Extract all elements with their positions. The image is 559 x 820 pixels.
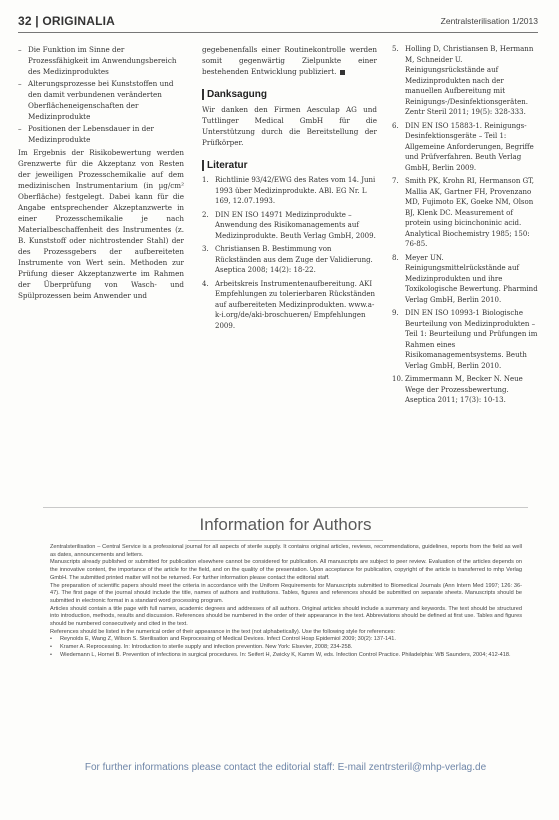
info-paragraph: Zentralsterilisation – Central Service is a professional journal for all aspects of sterile supply. It contains original articles, reviews, recommendations, guidelines, reports from the field as well as dates, announcements and letters. [50,544,522,558]
reference-item [202,175,377,207]
reference-text: Christiansen B. Bestimmung von Rückständen aus dem Zuge der Validierung. Aseptica 2008; 14(2): 18-22. [215,245,373,274]
info-paragraph: Manuscripts already published or submitted for publication elsewhere cannot be considered for publication. All manuscripts are subject to peer review. Evaluation of the articles depends on the innovative content, the importance of the article for the field, and on the quality of the presentation. Upon acceptance for publication, copyright of the article is transferred to mhp Verlag GmbH. The submitted printed matter will not be returned. For further information please contact the editorial staff. [50,559,522,581]
title-divider [188,540,383,541]
body-paragraph: Im Ergebnis der Risikobewertung werden Grenzwerte für die Akzeptanz von Resten der jeweiligen Prozesschemikalie auf dem medizinischen Instrumentarium (in µg/cm² Oberfläche) festgelegt. Dabei kann für die Angabe entsprechender Akzeptanzwerte in einer Prozesschemikalie je nach Materialbeschaffenheit des Instrumentes (z. B. Kunststoff oder nichtrostender Stahl) der des Prozessgebers der aufbereiteten Instrumente von Wert sein. Methoden zur Prüfung dieser Akzeptanzwerte im Rahmen der Überprüfung von Wasch- und Spülprozessen beim Anwender und [18,148,184,300]
reference-item [392,176,540,250]
reference-item [202,210,377,242]
bullet-list [18,44,184,145]
reference-text: DIN EN ISO 15883-1. Reinigungs-Desinfektionsgeräte – Teil 1: Allgemeine Anforderungen, Begriffe und Prüfverfahren. Beuth Verlag GmbH, Berlin 2009. [405,121,534,172]
example-reference: • Reynolds E, Wang Z, Wilson S. Sterilisation and Reprocessing of Medical Devices. Infect Control Hosp Epidemiol 2009; 30(2): 137-141. [50,636,522,644]
reference-number: 3. [202,245,209,253]
reference-item [392,121,540,174]
author-information-box [43,507,528,787]
journal-issue: Zentralsterilisation 1/2013 [440,16,538,26]
reference-text: Zimmermann M, Becker N. Neue Wege der Prozessbewertung. Aseptica 2011; 17(3): 10-13. [405,375,523,404]
list-item: – Die Funktion im Sinne der Prozessfähigkeit im Anwendungsbereich des Medizinproduktes [18,44,184,77]
end-of-article-mark [340,70,345,75]
info-title: Information for Authors [199,515,372,534]
column-1 [18,44,184,301]
reference-item [202,244,377,276]
reference-number: 1. [202,176,209,184]
reference-number: 5. [392,45,399,53]
paragraph-text: gegebenenfalls einer Routinekontrolle werden somit gegenwärtig Zielpunkte einer bestehenden Entwicklung publiziert. [202,45,377,76]
info-paragraph: Articles should contain a title page with full names, academic degrees and addresses of all authors. Original articles should include a summary and keywords. The text should be structured into introduction, methods, results and discussion. References should be numbered in the order of their appearance in the text. Abbreviations should be defined at first use. Tables and figures should be numbered consecutively and cited in the text. [50,605,522,628]
reference-text: DIN EN ISO 14971 Medizinprodukte – Anwendung des Risikomanagements auf Medizinprodukte. Beuth Verlag GmbH, 2009. [215,210,376,240]
section-heading-thanks: Danksagung [202,89,377,100]
reference-text: DIN EN ISO 10993-1 Biologische Beurteilung von Medizinprodukten – Teil 1: Beurteilung und Prüfungen im Rahmen eines Risikomanagementsystems. Beuth Verlag GmbH, Berlin 2010. [405,309,538,370]
reference-number: 10. [392,375,404,383]
reference-number: 7. [392,177,399,185]
reference-text: Richtlinie 93/42/EWG des Rates vom 14. Juni 1993 über Medizinprodukte. ABl. EG Nr. L 169, 12.07.1993. [215,176,376,205]
reference-number: 9. [392,309,399,317]
reference-text: Arbeitskreis Instrumentenaufbereitung. AKI Empfehlungen zu tolerierbaren Rückständen auf aufbereiteten Medizinprodukten. www.a-k-i.org/de/aki-broschueren/ Empfehlungen 2009. [215,279,376,330]
section-heading-literature: Literatur [202,160,377,171]
reference-number: 2. [202,210,209,219]
info-paragraph: The preparation of scientific papers should meet the criteria in accordance with the Uniform Requirements for Manuscripts submitted to Biomedical Journals (Ann Intern Med 1997; 126: 36-47). The first page of the journal should include the title, names of authors and institutions. Tables, figures and references should be submitted on separate sheets. Manuscripts should be submitted in electronic format in a standard word processing program. [50,582,522,604]
reference-item [392,374,540,406]
contact-footer[interactable]: For further informations please contact the editorial staff: E-mail zentrsteril@mhp-verlag.de [84,762,487,773]
reference-item [202,279,377,332]
section-label: 32 | ORIGINALIA [18,14,116,28]
info-paragraph: References should be listed in the numerical order of their appearance in the text (not alphabetically). Use the following style for references: [50,628,396,635]
reference-item [392,44,540,118]
reference-number: 8. [392,253,399,262]
reference-item [392,253,540,306]
reference-list [202,175,377,331]
list-item: – Alterungsprozesse bei Kunststoffen und den damit verbundenen veränderten Oberflächeneigenschaften der Medizinprodukte [18,78,184,122]
body-paragraph [202,44,377,77]
thanks-paragraph: Wir danken den Firmen Aesculap AG und Tuttlinger Medical GmbH für die Unterstützung durch die Bereitstellung der Prüfkörper. [202,105,377,147]
reference-text: Smith PK, Krohn RI, Hermanson GT, Mallia AK, Gartner FH, Provenzano MD, Fujimoto EK, Goeke NM, Olson BJ, Klenk DC. Measurement of protein using bicinchoninic acid. Analytical Biochemistry 1985; 150: 76-85. [405,177,535,248]
example-reference-list [50,636,522,659]
reference-text: Holling D, Christiansen B, Hermann M, Schneider U. Reinigungsrückstände auf Medizinprodukten nach der manuellen Aufbereitung mit Reinigungs-/Desinfektionsgeräten. Zentr Steril 2011; 19(5): 328-333. [405,45,534,116]
reference-text: Meyer UN. Reinigungsmittelrückstände auf Medizinprodukten und ihre Toxikologische Bewertung. Pharmind Verlag GmbH, Berlin 2010. [405,253,538,304]
reference-list [392,44,540,406]
info-body [50,544,522,660]
running-header [18,14,538,33]
column-2 [202,44,377,334]
reference-number: 6. [392,121,399,130]
column-3 [392,44,540,409]
list-item: – Positionen der Lebensdauer in der Medizinprodukte [18,123,184,145]
example-reference: • Wiedemann L, Hornei B. Prevention of infections in surgical procedures. In: Seifert H, Zwicky K, Kamm W, eds. Infection Control Practice. Philadelphia: WB Saunders, 2004; 412-418. [50,652,522,660]
example-reference: • Kramer A. Reprocessing. In: Introduction to sterile supply and infection prevention. New York: Elsevier, 2008; 234-258. [50,644,522,652]
reference-item [392,308,540,371]
reference-number: 4. [202,279,209,288]
